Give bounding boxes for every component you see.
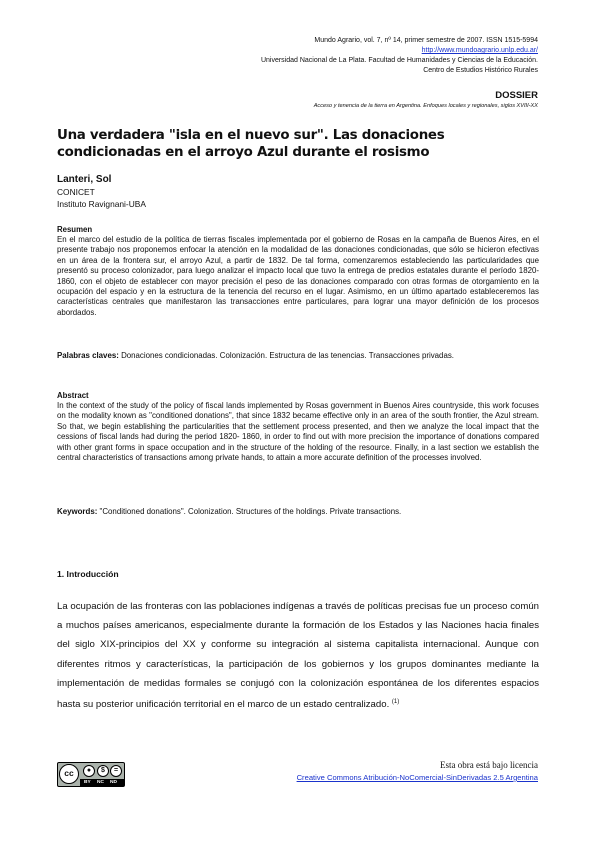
resumen-keywords: [57, 351, 539, 361]
abstract-heading: Abstract: [57, 391, 89, 400]
noncommercial-icon: $: [97, 765, 109, 777]
cc-nd-label: ND: [110, 780, 117, 785]
resumen-text: En el marco del estudio de la política de tierras fiscales implementada por el gobierno de Rosas en la campaña de Buenos Aires, en el presente trabajo nos proponemos enfocar la atención en la modalidad de las donaciones condicionadas, que sólo se hicieron efectivas en un área de la frontera sur, el arroyo Azul, a partir de 1832. De tal forma, comenzaremos estableciendo las particularidades que presentó su proceso colonizador, para luego analizar el impacto local que tuvo la entrega de predios estatales durante el período 1820-1860, con el objeto de establecer con mayor precisión el peso de las donaciones comparado con otras formas de otorgamiento en la ocupación del espacio y en la estructura de la tenencia del recurso en el lugar. Asimismo, en un último apartado estableceremos las características centrales que manifestaron las transacciones entre particulares, para lograr una mayor definición de los procesos abordados.: [57, 235, 539, 317]
research-center-line: Centro de Estudios Histórico Rurales: [423, 67, 538, 74]
cc-nc-label: NC: [97, 780, 104, 785]
license-link[interactable]: Creative Commons Atribución-NoComercial-SinDerivadas 2.5 Argentina: [296, 773, 538, 782]
affiliation-conicet: CONICET: [57, 187, 95, 197]
introduction-paragraph: [57, 597, 539, 714]
abstract-keywords-label: Keywords:: [57, 507, 98, 516]
cc-license-badge[interactable]: [57, 762, 125, 787]
resumen-keywords-text: Donaciones condicionadas. Colonización. Estructura de las tenencias. Transacciones privadas.: [121, 351, 454, 360]
dossier-label: DOSSIER: [495, 90, 538, 101]
abstract-text: In the context of the study of the policy of fiscal lands implemented by Rosas government in Buenos Aires countryside, this work focuses on the modality known as "conditioned donations", that since 1832 became effective only in an area of the south frontier, the Azul stream. So that, we begin establishing the particularities that the settlement process presented, and then we analyze the local impact that the cessions of fiscal lands had during the period 1820- 1860, in order to find out with more precision the importance of donations compared with other grant forms in space occupation and in the structure of the holding of the resource. Finally, in a last section we establish the central characteristics of transactions among private hands, to attain a more accurate definition of the processes involved.: [57, 401, 539, 463]
dossier-subtitle: Acceso y tenencia de la tierra en Argentina. Enfoques locales y regionales, siglos XVIII-XX: [313, 103, 538, 109]
attribution-icon: ●: [83, 765, 95, 777]
cc-icon: cc: [59, 764, 79, 784]
footnote-reference[interactable]: (1): [391, 699, 400, 706]
resumen-heading: Resumen: [57, 225, 93, 234]
resumen-keywords-label: Palabras claves:: [57, 351, 119, 360]
abstract-keywords-text: "Conditioned donations". Colonization. Structures of the holdings. Private transactions.: [99, 507, 402, 516]
article-title: Una verdadera "isla en el nuevo sur". Las donaciones condicionadas en el arroyo Azul durante el rosismo: [57, 128, 445, 160]
author-name: Lanteri, Sol: [57, 174, 112, 185]
abstract-keywords: [57, 507, 539, 517]
university-line: Universidad Nacional de La Plata. Facultad de Humanidades y Ciencias de la Educación.: [260, 57, 538, 64]
noderivatives-icon: =: [110, 765, 122, 777]
introduction-text: La ocupación de las fronteras con las poblaciones indígenas a través de políticas precisas fue un proceso común a muchos países americanos, especialmente durante la formación de los Estados y las Naciones hacia finales del siglo XIX-principios del XX y conforme su integración al sistema capitalista internacional. Aunque con diferentes ritmos y características, la participación de los gobiernos y los grupos dominantes mediante la implementación de medidas formales se conjugó con la colonización espontánea de los diferentes espacios hasta su posterior unificación territorial en el marco de un estado centralizado.: [57, 601, 539, 711]
section-heading-introduccion: 1. Introducción: [57, 569, 119, 579]
cc-badge-strip: [80, 779, 124, 786]
affiliation-institute: Instituto Ravignani-UBA: [57, 199, 146, 209]
journal-url-link[interactable]: http://www.mundoagrario.unlp.edu.ar/: [421, 47, 538, 54]
license-statement: Esta obra está bajo licencia: [440, 760, 538, 770]
cc-by-label: BY: [84, 780, 91, 785]
journal-citation: Mundo Agrario, vol. 7, nº 14, primer semestre de 2007. ISSN 1515-5994: [314, 37, 538, 44]
